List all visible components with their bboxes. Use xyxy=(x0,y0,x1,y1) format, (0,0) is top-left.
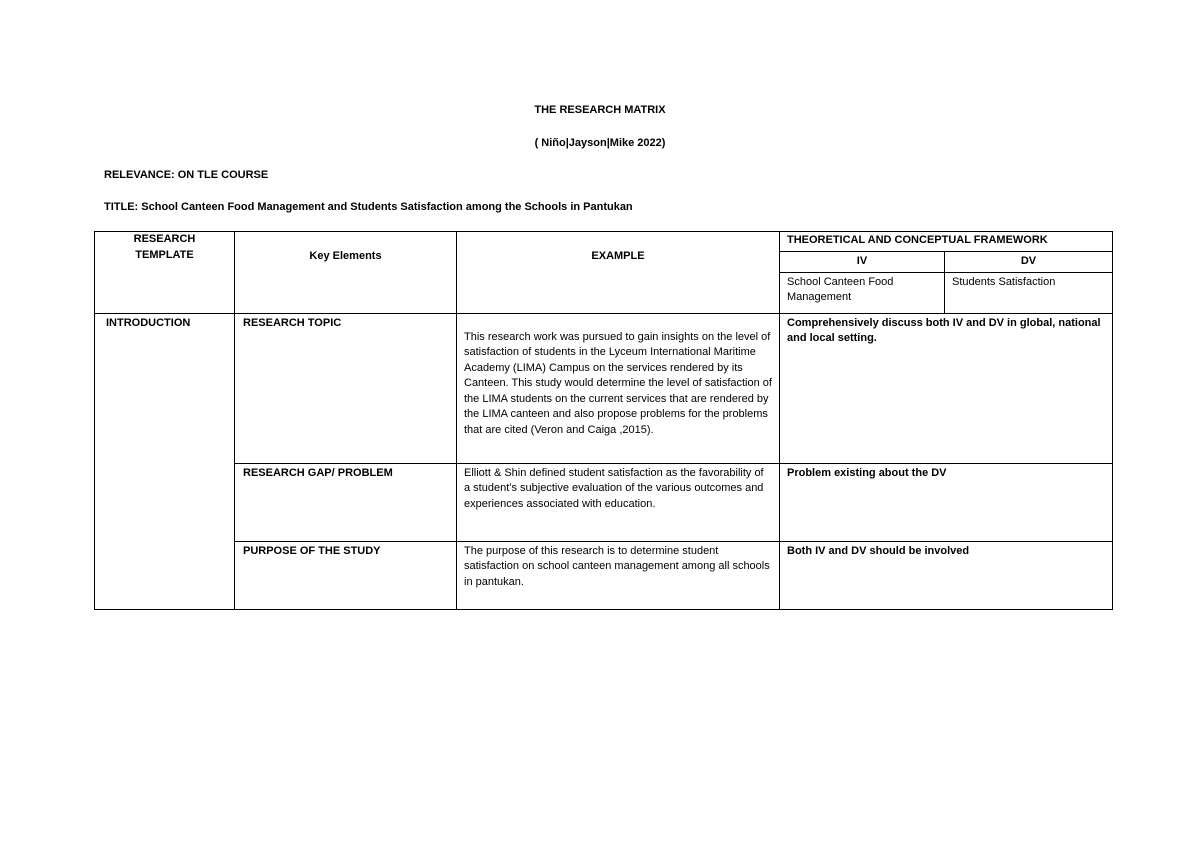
document-title: THE RESEARCH MATRIX xyxy=(534,104,666,116)
example-research-topic: This research work was pursued to gain insights on the level of satisfaction of students in the Lyceum International Maritime Academy (LIMA) Campus on the services rendered by its Canteen. This study would determine the level of satisfaction of the LIMA students on the current services that are rendered by the LIMA canteen and also propose problems for the problems that are cited (Veron and Caiga ,2015). xyxy=(457,313,780,463)
header-iv: IV xyxy=(780,252,945,273)
header-key-elements: Key Elements xyxy=(235,232,457,314)
research-title-line: TITLE: School Canteen Food Management and Students Satisfaction among the Schools in Pantukan xyxy=(104,201,633,213)
dv-value: Students Satisfaction xyxy=(945,272,1113,313)
framework-research-topic: Comprehensively discuss both IV and DV in global, national and local setting. xyxy=(780,313,1113,463)
iv-value: School Canteen Food Management xyxy=(780,272,945,313)
example-purpose: The purpose of this research is to determine student satisfaction on school canteen management among all schools in pantukan. xyxy=(457,541,780,609)
key-research-gap: RESEARCH GAP/ PROBLEM xyxy=(235,463,457,541)
framework-research-gap: Problem existing about the DV xyxy=(780,463,1113,541)
header-dv: DV xyxy=(945,252,1113,273)
document-authors: ( Niño|Jayson|Mike 2022) xyxy=(534,137,666,149)
relevance-line: RELEVANCE: ON TLE COURSE xyxy=(104,169,269,181)
header-example: EXAMPLE xyxy=(457,232,780,314)
header-framework: THEORETICAL AND CONCEPTUAL FRAMEWORK xyxy=(780,232,1113,252)
example-research-gap: Elliott & Shin defined student satisfaction as the favorability of a student’s subjective evaluation of the various outcomes and experiences associated with education. xyxy=(457,463,780,541)
framework-purpose: Both IV and DV should be involved xyxy=(780,541,1113,609)
key-research-topic: RESEARCH TOPIC xyxy=(235,313,457,463)
header-research-template: RESEARCH TEMPLATE xyxy=(95,232,235,314)
section-introduction: INTRODUCTION xyxy=(95,313,235,609)
research-matrix-table xyxy=(94,231,1113,610)
key-purpose: PURPOSE OF THE STUDY xyxy=(235,541,457,609)
